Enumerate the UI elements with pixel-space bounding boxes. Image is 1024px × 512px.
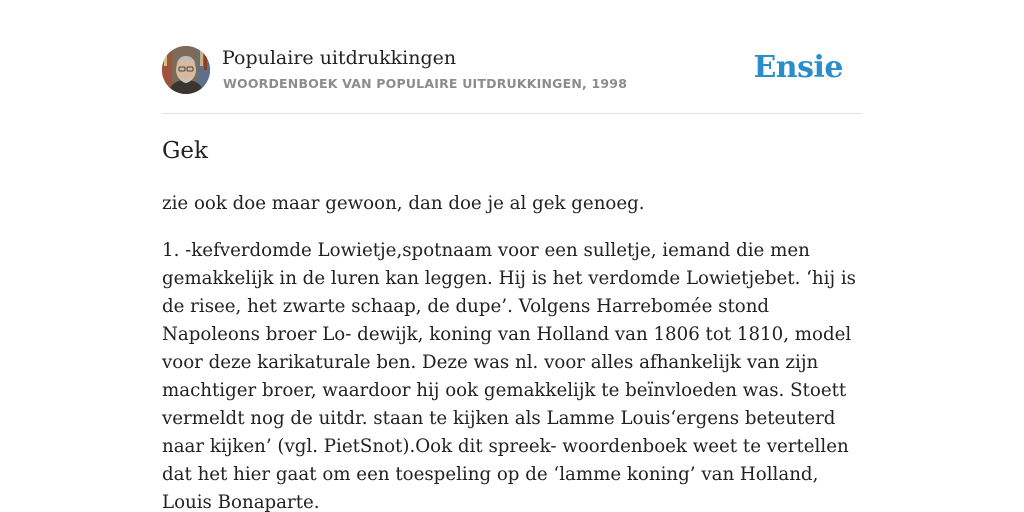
entry-paragraph: zie ook doe maar gewoon, dan doe je al gek genoeg. [162,193,645,214]
entry-term: Gek [162,138,208,164]
header-divider [162,113,862,114]
source-subtitle: WOORDENBOEK VAN POPULAIRE UITDRUKKINGEN, 1998 [223,76,628,91]
source-title[interactable]: Populaire uitdrukkingen [222,47,457,69]
ensie-logo[interactable]: Ensie [753,50,843,85]
source-header [162,46,862,96]
author-portrait-icon [162,46,210,94]
author-avatar[interactable] [162,46,210,94]
entry-paragraph: 1. -kefverdomde Lowietje,spotnaam voor een sulletje, iemand die men gemakkelijk in de luren kan leggen. Hij is het verdomde Lowietjebet. ‘hij is de risee, het zwarte schaap, de dupe’. Volgens Harrebomée stond Napoleons broer Lo- dewijk, koning van Holland van 1806 tot 1810, model voor deze karikaturale ben. Deze was nl. voor alles afhankelijk van zijn machtiger broer, waardoor hij ook gemakkelijk te beïnvloeden was. Stoett vermeldt nog de uitdr. staan te kijken als Lamme Louis‘ergens beteuterd naar kijken’ (vgl. PietSnot).Ook dit spreek- woordenboek weet te vertellen dat het hier gaat om een toespeling op de ‘lamme koning’ van Holland, Louis Bonaparte. [162,240,857,512]
